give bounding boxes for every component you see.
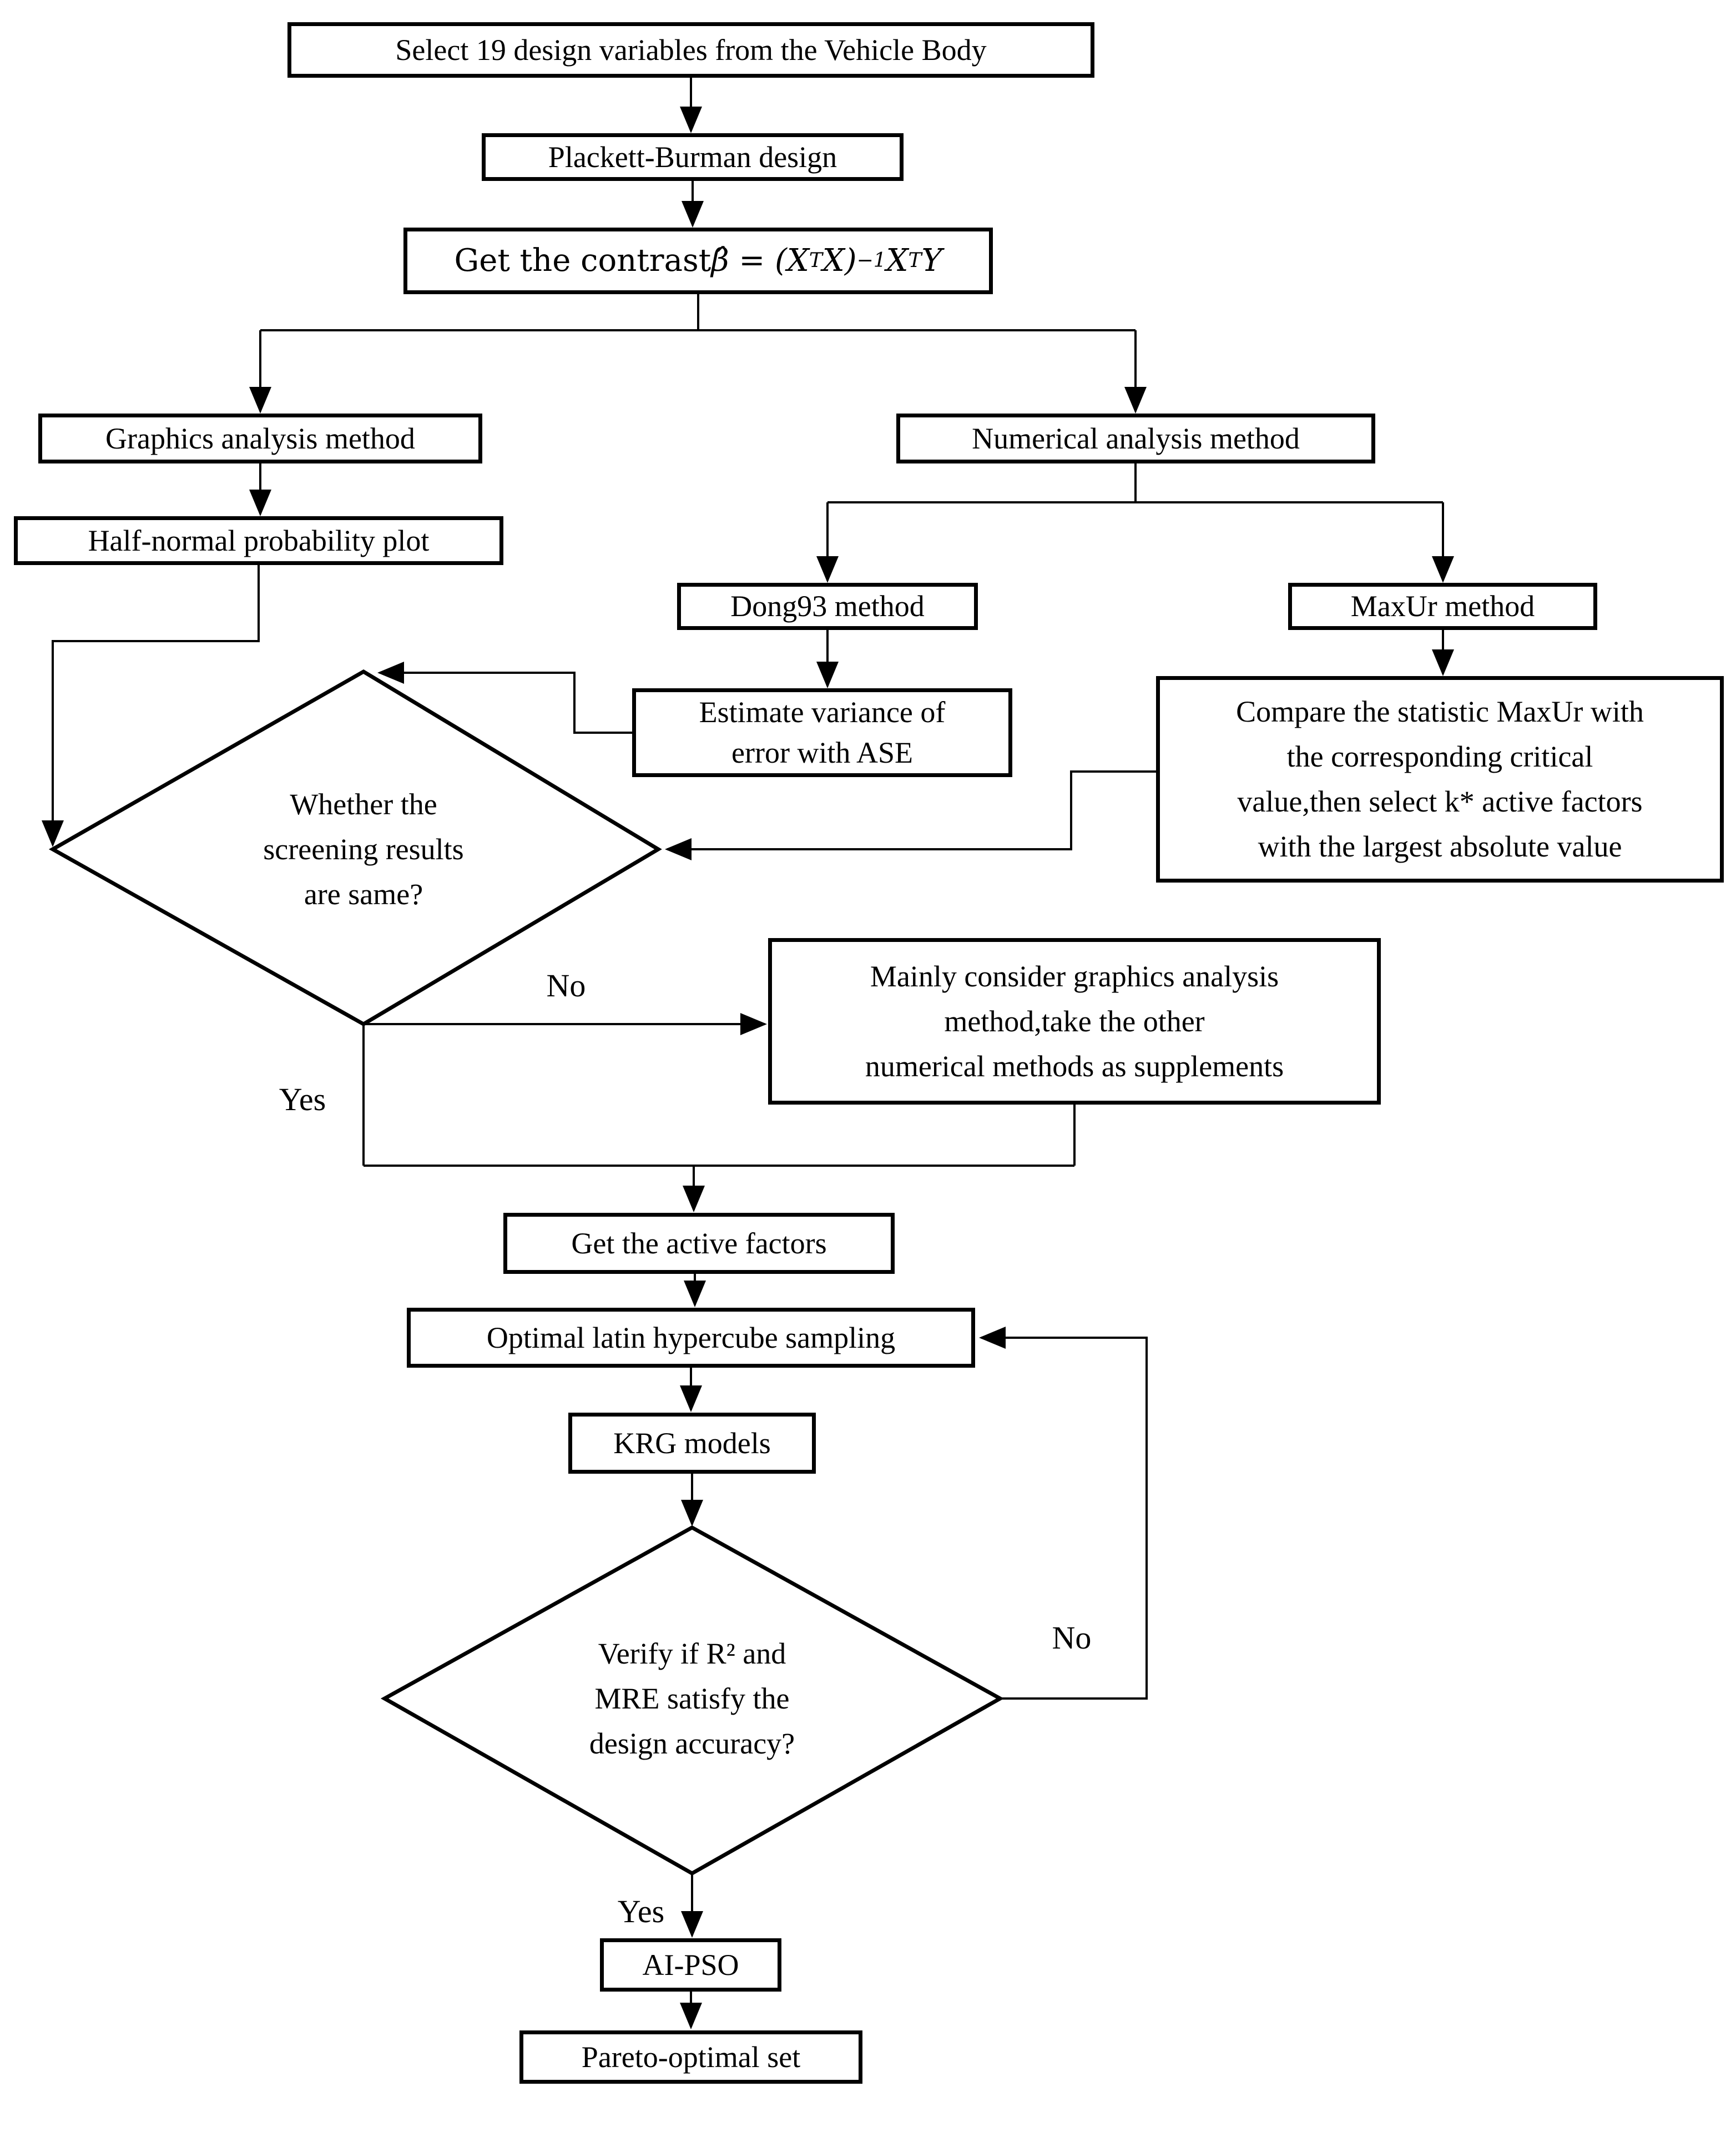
- formula-math-1: β̂ = (X: [711, 243, 809, 279]
- mainly-consider-line-2: method,take the other: [944, 1004, 1205, 1038]
- compare-maxur-line-4: with the largest absolute value: [1258, 830, 1622, 863]
- estimate-variance-line-1: Estimate variance of: [699, 695, 946, 729]
- flow-node-estimate-variance: [632, 688, 1012, 777]
- mainly-consider-line-3: numerical methods as supplements: [865, 1049, 1284, 1083]
- connector-compare-to-diamond-arrow: [667, 772, 1156, 849]
- screening-line-3: are same?: [304, 877, 423, 911]
- estimate-variance-line-2: error with ASE: [731, 736, 913, 769]
- branch-label-screening-no: No: [546, 967, 586, 1004]
- compare-maxur-line-1: Compare the statistic MaxUr with: [1236, 695, 1644, 728]
- compare-maxur-line-2: the corresponding critical: [1286, 740, 1593, 773]
- branch-label-verify-no: No: [1052, 1619, 1092, 1656]
- verify-line-3: design accuracy?: [589, 1726, 795, 1760]
- screening-line-2: screening results: [263, 832, 464, 866]
- formula-text: Get the contrast: [454, 243, 711, 279]
- flow-node-aipso: AI-PSO: [600, 1938, 781, 1992]
- decision-verify-text: [483, 1615, 901, 1782]
- flow-node-select-variables: Select 19 design variables from the Vehicle Body: [287, 22, 1094, 78]
- verify-line-2: MRE satisfy the: [594, 1681, 790, 1715]
- mainly-consider-line-1: Mainly consider graphics analysis: [870, 959, 1279, 993]
- formula-math-2: X): [822, 243, 857, 279]
- verify-line-1: Verify if R² and: [598, 1636, 786, 1670]
- compare-maxur-line-3: value,then select k* active factors: [1237, 785, 1643, 818]
- flow-node-contrast-formula: Get the contrast β̂ = (X T X) −1 X T Y: [403, 228, 993, 294]
- formula-math-3: X: [886, 243, 909, 279]
- flow-node-numerical-analysis: Numerical analysis method: [896, 414, 1375, 463]
- branch-label-verify-yes: Yes: [617, 1893, 665, 1929]
- formula-math-4: Y: [921, 243, 942, 279]
- flow-node-krg-models: KRG models: [568, 1413, 816, 1474]
- flow-node-active-factors: Get the active factors: [503, 1213, 895, 1274]
- decision-screening-text: [183, 766, 544, 933]
- branch-label-screening-yes: Yes: [279, 1081, 326, 1117]
- flow-node-maxur: MaxUr method: [1288, 583, 1597, 630]
- flow-node-half-normal-plot: Half-normal probability plot: [14, 516, 503, 565]
- flow-node-dong93: Dong93 method: [677, 583, 978, 630]
- flow-node-olhs: Optimal latin hypercube sampling: [407, 1308, 975, 1368]
- flow-node-pareto-optimal: Pareto-optimal set: [519, 2030, 862, 2084]
- screening-line-1: Whether the: [290, 787, 437, 821]
- flow-node-compare-maxur: [1156, 676, 1724, 883]
- flow-node-mainly-consider: [768, 938, 1381, 1105]
- flow-node-plackett-burman: Plackett-Burman design: [482, 133, 904, 181]
- flow-node-graphics-analysis: Graphics analysis method: [38, 414, 482, 463]
